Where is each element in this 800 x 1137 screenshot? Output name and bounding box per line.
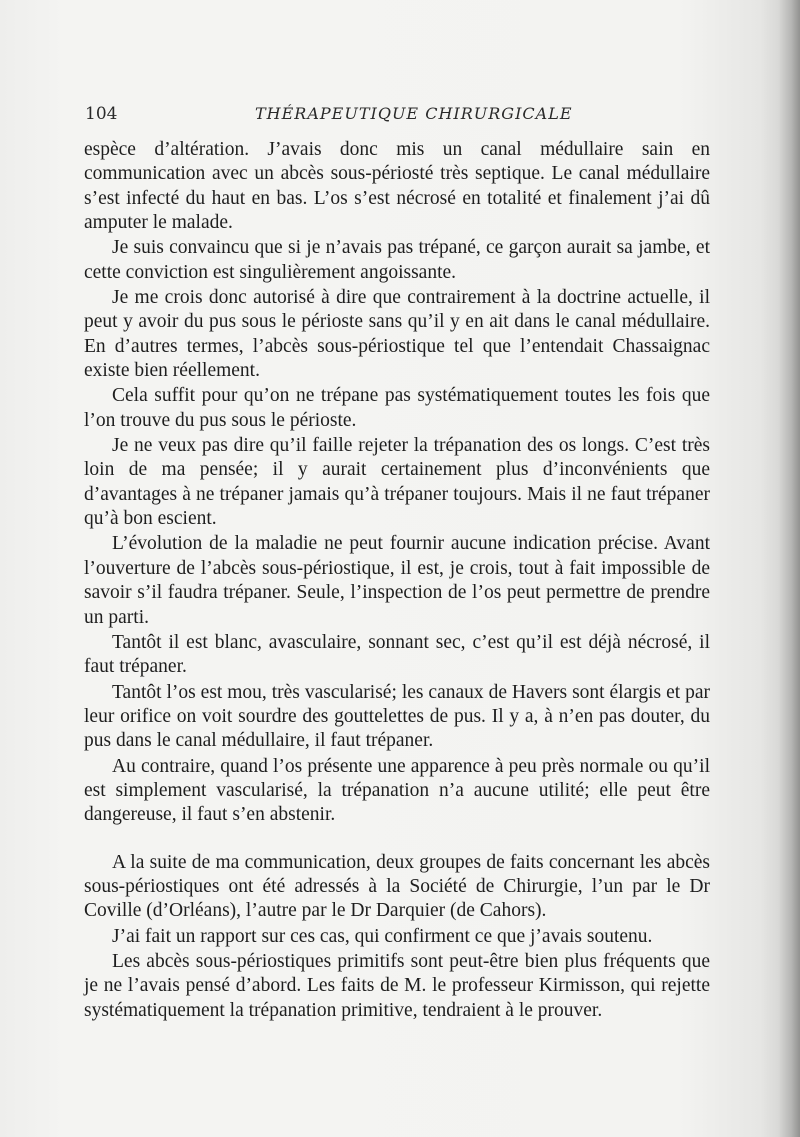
paragraph-2: Je suis convaincu que si je n’avais pas trépané, ce garçon aurait sa jambe, et cette conviction est singulièrement angoissante. bbox=[84, 237, 710, 283]
paragraph-12: Les abcès sous-périostiques primitifs sont peut-être bien plus fréquents que je ne l’avais pensé d’abord. Les faits de M. le professeur Kirmisson, qui rejette systématiquement la trépanation primitive, tendraient à le prouver. bbox=[84, 950, 710, 1021]
running-title: THÉRAPEUTIQUE CHIRURGICALE bbox=[255, 104, 573, 123]
paragraph-9: Au contraire, quand l’os présente une apparence à peu près normale ou qu’il est simplement vascularisé, la trépanation n’a aucune utilité; elle peut être dangereuse, il faut s’en abstenir. bbox=[84, 755, 710, 826]
paragraph-6: L’évolution de la maladie ne peut fournir aucune indication précise. Avant l’ouverture de l’abcès sous-périostique, il est, je crois, tout à fait impossible de savoir s’il faudra trépaner. Seule, l’inspection de l’os peut permettre de prendre un parti. bbox=[84, 533, 710, 628]
paragraph-7: Tantôt il est blanc, avasculaire, sonnant sec, c’est qu’il est déjà nécrosé, il faut trépaner. bbox=[84, 631, 710, 678]
paragraph-11: J’ai fait un rapport sur ces cas, qui confirment ce que j’avais soutenu. bbox=[112, 925, 653, 947]
body-text bbox=[84, 138, 710, 1024]
paragraph-1: espèce d’altération. J’avais donc mis un canal médullaire sain en communication avec un abcès sous-périosté très septique. Le canal médullaire s’est infecté du haut en bas. L’os s’est nécrosé en totalité et finalement j’ai dû amputer le malade. bbox=[84, 139, 710, 234]
paragraph-3: Je me crois donc autorisé à dire que contrairement à la doctrine actuelle, il peut y avoir du pus sous le périoste sans qu’il y en ait dans le canal médullaire. En d’autres termes, l’abcès sous-périostique tel que l’entendait Chassaignac existe bien réellement. bbox=[84, 287, 710, 382]
paragraph-8: Tantôt l’os est mou, très vascularisé; les canaux de Havers sont élargis et par leur orifice on voit sourdre des gouttelettes de pus. Il y a, à n’en pas douter, du pus dans le canal médullaire, il faut trépaner. bbox=[84, 681, 710, 752]
page-edge-shadow bbox=[778, 0, 800, 1137]
running-head bbox=[0, 100, 800, 130]
paragraph-4: Cela suffit pour qu’on ne trépane pas systématiquement toutes les fois que l’on trouve du pus sous le périoste. bbox=[84, 385, 710, 431]
paragraph-5: Je ne veux pas dire qu’il faille rejeter la trépanation des os longs. C’est très loin de ma pensée; il y aurait certainement plus d’inconvénients que d’avantages à ne trépaner jamais qu’à trépaner toujours. Mais il ne faut trépaner qu’à bon escient. bbox=[84, 435, 710, 530]
paragraph-10: A la suite de ma communication, deux groupes de faits concernant les abcès sous-périostiques ont été adressés à la Société de Chirurgie, l’un par le Dr Coville (d’Orléans), l’autre par le Dr Darquier (de Cahors). bbox=[84, 851, 710, 922]
page-number: 104 bbox=[85, 104, 118, 124]
section-gap bbox=[84, 829, 710, 851]
